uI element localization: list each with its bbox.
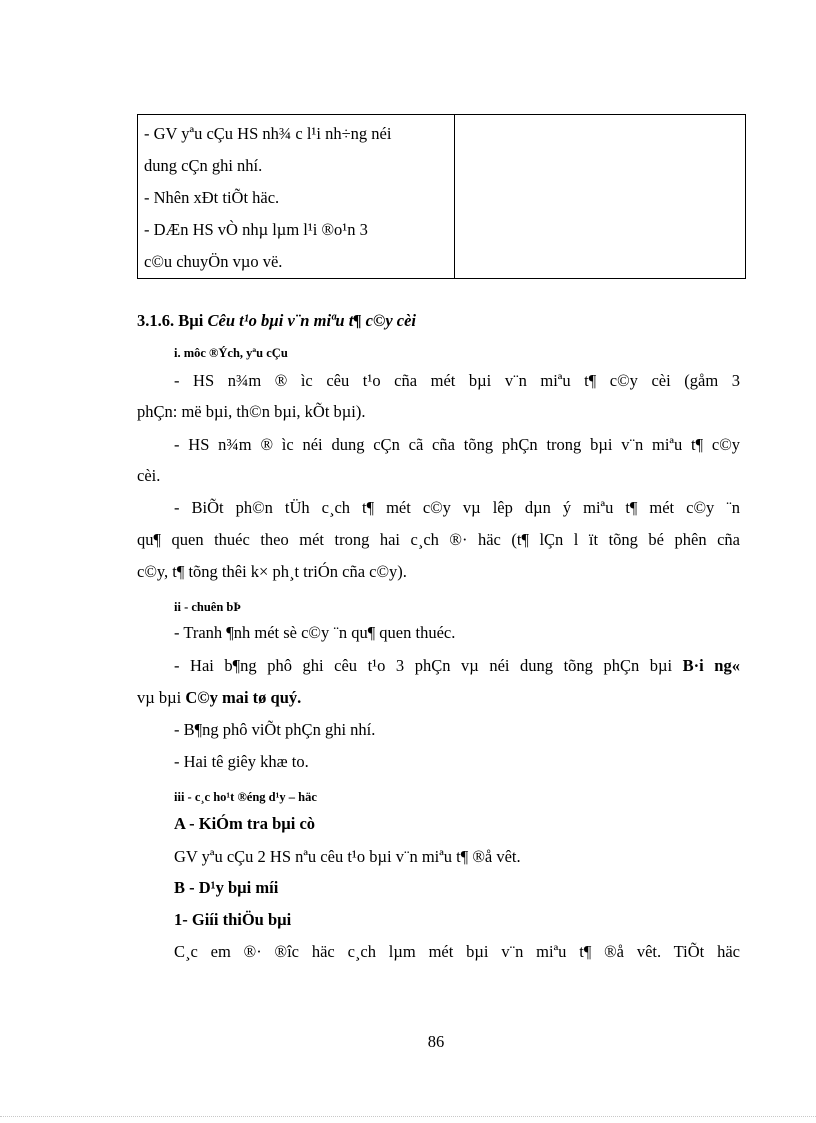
table-line: - GV yªu cÇu HS nh¾ c l¹i nh÷ng néi: [144, 124, 392, 143]
paragraph-line: [174, 655, 740, 677]
section-heading: [137, 310, 416, 332]
page-bottom-divider: [0, 1116, 816, 1117]
paragraph-text: - Hai b¶ng phô ghi cêu t¹o 3 phÇn vµ néi dung tõng phÇn bµi: [174, 656, 683, 675]
subheading-b1: 1- Giíi thiÖu bµi: [174, 910, 292, 929]
lesson-table: [137, 114, 746, 279]
paragraph-line: cèi.: [137, 466, 161, 485]
paragraph-line: - HS n¾m ® ìc néi dung cÇn cã cña tõng phÇn trong bµi v¨n miªu t¶ c©y: [174, 435, 740, 454]
table-left-cell: [138, 115, 455, 279]
subheading-a: A - KiÓm tra bµi cò: [174, 814, 316, 833]
paragraph-line: qu¶ quen thuéc theo mét trong hai c¸ch ®· häc (t¶ lÇn l ït tõng bé phên cña: [137, 530, 740, 549]
section-title: Cêu t¹o bµi v¨n miªu t¶ c©y cèi: [207, 311, 417, 330]
paragraph-line: c©y, t¶ tõng thêi k× ph¸t triÓn cña c©y).: [137, 562, 407, 581]
paragraph-line: - BiÕt ph©n tÜh c¸ch t¶ mét c©y vµ lêp dµn ý miªu t¶ mét c©y ¨n: [174, 498, 740, 517]
paragraph-line: - B¶ng phô viÕt phÇn ghi nhí.: [174, 720, 376, 739]
table-right-cell: [455, 115, 746, 279]
table-line: c©u chuyÖn vµo vë.: [144, 252, 283, 271]
part1-heading: i. môc ®Ých, yªu cÇu: [174, 346, 288, 360]
lesson-title: C©y mai tø quý.: [185, 688, 302, 707]
lesson-title: B·i ng«: [682, 656, 740, 675]
part2-heading: ii - chuên bÞ: [174, 600, 242, 614]
part3-heading: iii - c¸c ho¹t ®éng d¹y – häc: [174, 790, 317, 804]
paragraph-line: GV yªu cÇu 2 HS nªu cêu t¹o bµi v¨n miªu t¶ ®å vêt.: [174, 847, 521, 866]
subheading-b: B - D¹y bµi míi: [174, 878, 279, 897]
table-line: - DÆn HS vÒ nhµ lµm l¹i ®o¹n 3: [144, 220, 368, 239]
page-number: 86: [427, 1032, 445, 1051]
table-line: - Nhên xÐt tiÕt häc.: [144, 188, 280, 207]
paragraph-line: phÇn: më bµi, th©n bµi, kÕt bµi).: [137, 402, 366, 421]
paragraph-line: [137, 687, 301, 709]
paragraph-line: - Tranh ¶nh mét sè c©y ¨n qu¶ quen thuéc.: [174, 623, 456, 642]
paragraph-text: vµ bµi: [137, 688, 186, 707]
table-line: dung cÇn ghi nhí.: [144, 156, 263, 175]
paragraph-line: - HS n¾m ® ìc cêu t¹o cña mét bµi v¨n miªu t¶ c©y cèi (gåm 3: [174, 371, 740, 390]
section-number: 3.1.6. Bµi: [137, 311, 208, 330]
paragraph-line: C¸c em ®· ®îc häc c¸ch lµm mét bµi v¨n miªu t¶ ®å vêt. TiÕt häc: [174, 942, 740, 961]
paragraph-line: - Hai tê giêy khæ to.: [174, 752, 309, 771]
